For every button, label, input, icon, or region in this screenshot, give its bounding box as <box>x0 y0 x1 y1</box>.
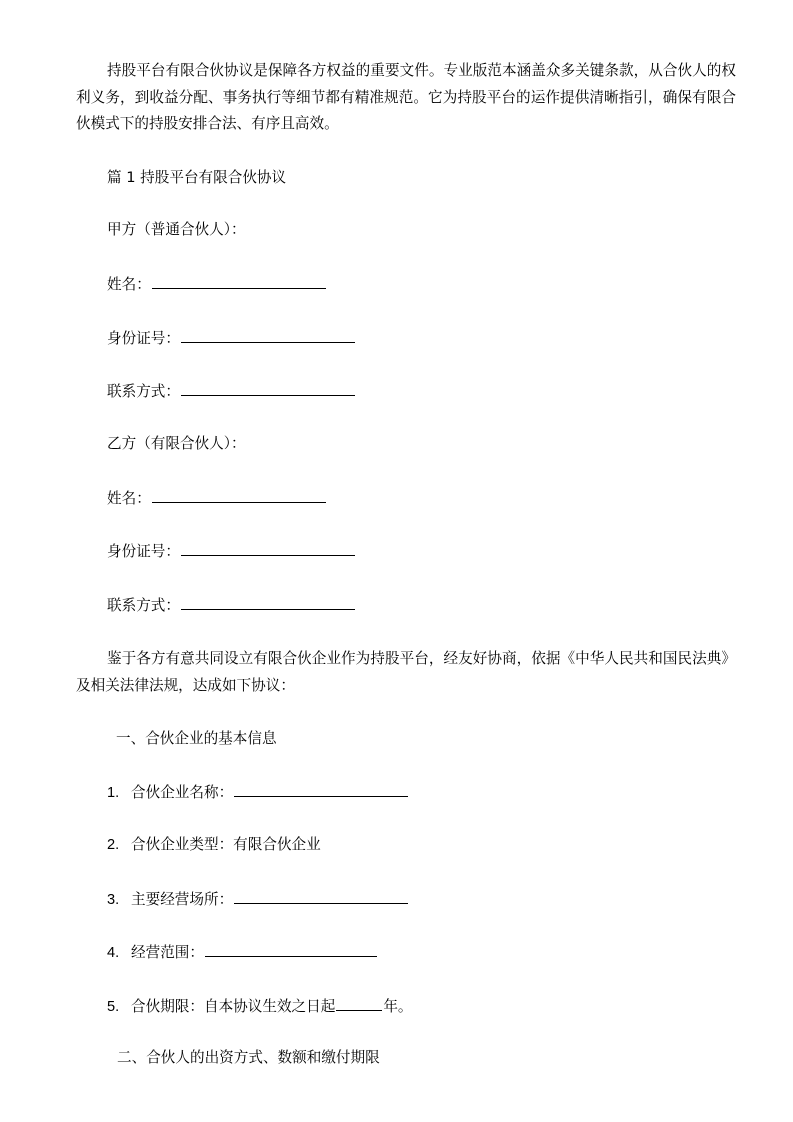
section-1-item-3 <box>107 888 408 911</box>
party-a-id-row <box>107 327 355 350</box>
section-1-item-4 <box>107 941 377 964</box>
item-number: 4. <box>107 945 120 961</box>
agreement-title: 篇 1 持股平台有限合伙协议 <box>107 169 287 186</box>
intro-paragraph: 持股平台有限合伙协议是保障各方权益的重要文件。专业版范本涵盖众多关键条款，从合伙人的权利义务，到收益分配、事务执行等细节都有精准规范。它为持股平台的运作提供清晰指引，确保有限合伙模式下的持股安排合法、有序且高效。 <box>76 62 736 132</box>
item-label: 合伙企业名称： <box>131 784 234 801</box>
party-a-contact-row <box>107 380 355 403</box>
enterprise-name-blank <box>234 781 408 797</box>
party-b-name-label: 姓名： <box>107 490 151 507</box>
section-1-heading: 一、合伙企业的基本信息 <box>116 730 277 747</box>
party-a-name-blank <box>152 273 326 289</box>
item-suffix: 年。 <box>383 998 413 1015</box>
party-a-contact-blank <box>181 380 355 396</box>
party-b-heading: 乙方（有限合伙人）： <box>107 435 246 452</box>
item-label: 合伙企业类型：有限合伙企业 <box>131 836 321 853</box>
item-number: 2. <box>107 837 120 853</box>
party-b-id-label: 身份证号： <box>107 543 180 560</box>
party-a-id-blank <box>181 327 355 343</box>
item-number: 1. <box>107 785 120 801</box>
preamble-paragraph: 鉴于各方有意共同设立有限合伙企业作为持股平台，经友好协商，依据《中华人民共和国民法典》及相关法律法规，达成如下协议： <box>76 650 736 694</box>
party-a-id-label: 身份证号： <box>107 330 180 347</box>
party-a-name-label: 姓名： <box>107 276 151 293</box>
item-label: 主要经营场所： <box>131 891 234 908</box>
term-years-blank <box>336 995 382 1011</box>
party-b-contact-blank <box>181 594 355 610</box>
business-place-blank <box>234 888 408 904</box>
item-label: 合伙期限：自本协议生效之日起 <box>131 998 336 1015</box>
party-b-contact-label: 联系方式： <box>107 597 180 614</box>
party-a-heading: 甲方（普通合伙人）： <box>107 221 246 238</box>
party-a-contact-label: 联系方式： <box>107 383 180 400</box>
item-number: 3. <box>107 892 120 908</box>
party-b-name-row <box>107 487 326 510</box>
item-number: 5. <box>107 999 120 1015</box>
section-2-heading: 二、合伙人的出资方式、数额和缴付期限 <box>117 1049 380 1066</box>
party-a-name-row <box>107 273 326 296</box>
section-1-item-2 <box>107 834 321 856</box>
party-b-id-blank <box>181 540 355 556</box>
party-b-contact-row <box>107 594 355 617</box>
item-label: 经营范围： <box>131 944 204 961</box>
party-b-id-row <box>107 540 355 563</box>
business-scope-blank <box>205 941 377 957</box>
section-1-item-1 <box>107 781 408 804</box>
section-1-item-5 <box>107 995 413 1018</box>
party-b-name-blank <box>152 487 326 503</box>
